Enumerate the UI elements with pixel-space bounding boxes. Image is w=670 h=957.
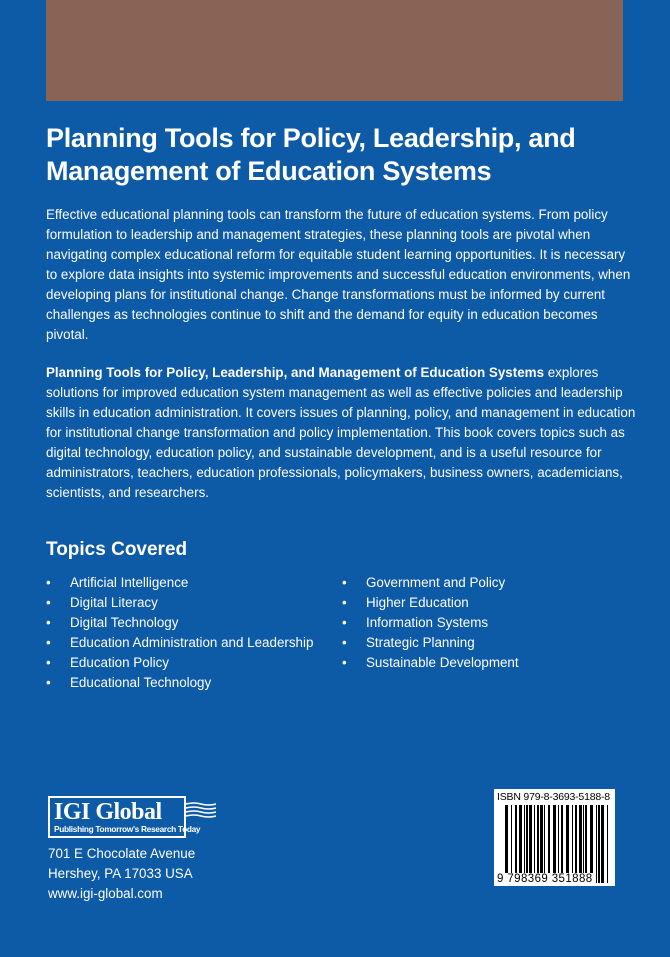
address-line-1: 701 E Chocolate Avenue <box>48 846 196 861</box>
barcode-bar <box>566 805 569 883</box>
barcode-bar <box>585 805 587 883</box>
topic-item: • Educational Technology <box>46 673 313 693</box>
book-title: Planning Tools for Policy, Leadership, and Management of Education Systems <box>46 123 576 186</box>
publisher-logo <box>48 796 201 838</box>
topic-item: • Strategic Planning <box>342 633 519 653</box>
topic-item: • Digital Technology <box>46 613 313 633</box>
topic-item: • Higher Education <box>342 593 519 613</box>
topics-heading: Topics Covered <box>46 539 188 560</box>
barcode-bar <box>529 805 532 883</box>
barcode-bar <box>526 805 528 883</box>
topic-item: • Information Systems <box>342 613 519 633</box>
barcode-bar <box>548 805 550 883</box>
barcode-bar <box>601 805 604 883</box>
barcode-bars <box>497 803 612 883</box>
barcode-bar <box>579 805 582 883</box>
publisher-address <box>48 844 195 904</box>
description-text: explores solutions for improved education system management as well as effective policies and leadership skills in education administration. It covers issues of planning, policy, and management in education for institutional change transformation and policy implementation. This book covers topics such as digital technology, education policy, and sustainable development, and is a useful resource for administrators, teachers, education professionals, policymakers, business owners, academicians, scientists, and researchers. <box>46 365 636 500</box>
barcode-bar <box>583 805 584 883</box>
barcode-bar <box>524 805 525 883</box>
topic-item: • Education Administration and Leadership <box>46 633 313 653</box>
barcode-bar <box>558 805 559 883</box>
topics-list-2 <box>342 573 519 673</box>
barcode-bar <box>537 805 539 883</box>
barcode-bar <box>596 805 597 883</box>
barcode-bar <box>575 805 577 883</box>
topic-item: • Government and Policy <box>342 573 519 593</box>
barcode-bar <box>511 805 512 883</box>
intro-paragraph: Effective educational planning tools can transform the future of education systems. From policy formulation to leadership and management strategies, these planning tools are pivotal when navigating complex educational reform for equitable student learning opportunities. It is necessary to explore data insights into systemic improvements and successful education environments, when developing plans for institutional change. Change transformations must be informed by current challenges as technologies continue to shift and the demand for equity in education becomes pivotal. <box>46 207 631 342</box>
barcode-bar <box>519 805 522 883</box>
topic-item: • Artificial Intelligence <box>46 573 313 593</box>
description-title: Planning Tools for Policy, Leadership, and Management of Education Systems <box>46 365 545 380</box>
barcode-bar <box>598 805 600 883</box>
barcode-bar <box>534 805 535 883</box>
topic-item: • Sustainable Development <box>342 653 519 673</box>
publisher-name: IGI Global <box>54 799 162 825</box>
barcode-bar <box>505 805 508 883</box>
publisher-website: www.igi-global.com <box>48 886 163 901</box>
waves-icon <box>186 802 216 818</box>
barcode-number: 9 798369 351888 <box>497 873 593 885</box>
barcode-bar <box>544 805 545 883</box>
barcode-bar <box>515 805 517 883</box>
isbn-label: ISBN 979-8-3693-5188-8 <box>497 791 610 803</box>
publisher-tagline: Publishing Tomorrow's Research Today <box>54 824 201 834</box>
address-line-2: Hershey, PA 17033 USA <box>48 866 193 881</box>
barcode-bar <box>561 805 563 883</box>
topics-list-1 <box>46 573 313 693</box>
barcode <box>494 789 615 886</box>
barcode-bar <box>540 805 543 883</box>
description-paragraph <box>46 363 636 503</box>
barcode-bar <box>553 805 556 883</box>
barcode-bar <box>590 805 593 883</box>
barcode-bar <box>572 805 573 883</box>
cover-photo <box>46 0 623 101</box>
topic-item: • Digital Literacy <box>46 593 313 613</box>
topic-item: • Education Policy <box>46 653 313 673</box>
barcode-bar <box>607 805 608 883</box>
